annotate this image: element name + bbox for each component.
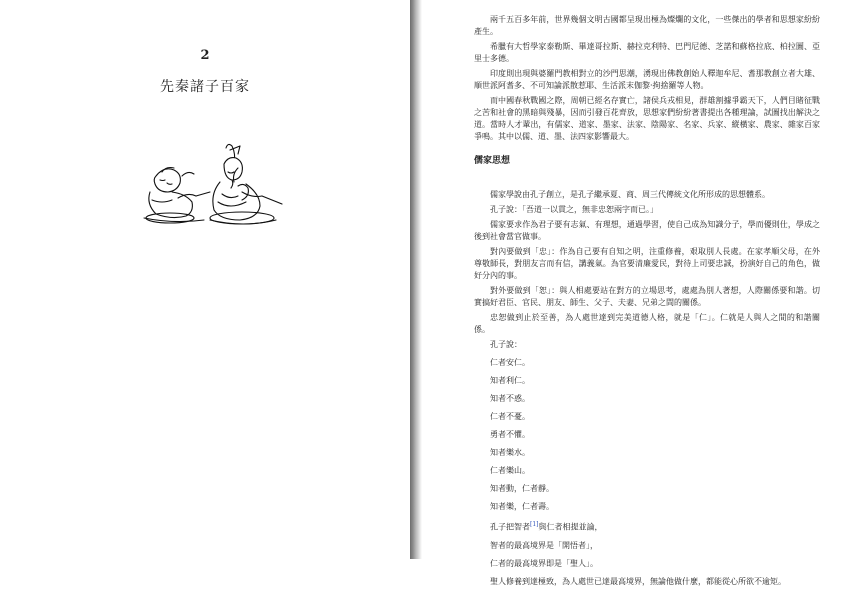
intro-paragraph: 印度則出現與婆羅門教相對立的沙門思潮，湧現出佛教創始人釋迦牟尼、耆那教創立者大雄、順世派阿耆多、不可知論派散惹耶、生活派末伽黎·拘捨羅等人物。 [474,69,820,90]
quote-line: 仁者樂山。 [490,466,530,475]
page-content [474,14,820,594]
quote-line: 知者利仁。 [490,376,530,385]
confucius-illustration [138,142,288,226]
section-paragraph: 對外要做到「恕」：與人相處要站在對方的立場思考，處處為別人著想，人際關係要和諧。切實搞好君臣、官民、朋友、師生、父子、夫妻、兄弟之間的關係。 [474,286,820,307]
page-divider [410,0,422,559]
closing-line: 智者的最高境界是「開悟者」， [490,540,598,550]
quote-line: 知者樂水。 [490,448,530,457]
quote-line: 孔子說： [490,340,522,349]
footnote-line-before: 孔子把智者 [490,522,530,532]
intro-paragraph: 兩千五百多年前，世界幾個文明古國都呈現出極為燦爛的文化，一些傑出的學者和思想家紛紛產生。 [474,15,820,36]
section-paragraph: 忠恕做到止於至善，為人處世達到完美道德人格，就是「仁」。仁就是人與人之間的和諧關係。 [474,313,820,334]
section-paragraph: 對內要做到「忠」：作為自己要有自知之明，注重修養，艰取別人長處。在家孝順父母，在外尊敬師長，對朋友言而有信，講義氣。為官要清廉愛民，對待上司要忠誠，扮演好自己的角色，做好分內的事。 [474,247,820,280]
footnote-link[interactable]: [1] [530,521,539,528]
section-paragraph: 儒家學說由孔子創立，是孔子繼承夏、商、周三代傳統文化所形成的思想體系。 [490,190,770,199]
quote-line: 勇者不懼。 [490,430,530,439]
left-page [0,0,410,559]
closing-line: 聖人修養到達極致，為人處世已達最高境界，無論他做什麼，都能從心所欲不逾矩。 [490,576,786,586]
section-heading: 儒家思想 [474,156,511,166]
chapter-title: 先秦諸子百家 [160,79,250,95]
footnote-line-after: 與仁者相提並論， [538,522,603,532]
quote-line: 仁者安仁。 [490,358,530,367]
quote-line: 知者不惑。 [490,394,530,403]
quote-line: 知者動，仁者靜。 [490,484,554,493]
section-paragraph: 孔子說：「吾道一以貫之，無非忠恕兩字而已。」 [490,205,658,214]
quote-line: 知者樂，仁者壽。 [490,502,554,511]
chapter-number: 2 [200,48,210,63]
right-page [422,0,845,586]
closing-line: 仁者的最高境界即是「聖人」。 [490,558,598,568]
quote-line: 仁者不憂。 [490,412,530,421]
intro-paragraph: 希臘有大哲學家泰勒斯、畢達哥拉斯、赫拉克利特、巴門尼德、芝諾和蘇格拉底、柏拉圖、亞里士多德。 [474,42,820,63]
section-paragraph: 儒家要求作為君子要有志氣、有理想，通過學習，使自己成為知識分子，學而優則仕，學成之後到社會當官做事。 [474,220,820,241]
intro-paragraph: 而中國春秋戰國之際，周朝已經名存實亡，諸侯兵戎相見，群雄割據爭霸天下，人們目睹征戰之苦和社會的黑暗與殘暴，因而引發百花齊放，思想家們紛紛著書提出各種理論，試圖找出解決之道。當時人才輩出，有儒家、道家、墨家、法家、陰陽家、名家、兵家、縱橫家、農家、雜家百家爭鳴。其中以儒、道、墨、法四家影響最大。 [474,96,820,141]
footnote-line [474,519,820,534]
